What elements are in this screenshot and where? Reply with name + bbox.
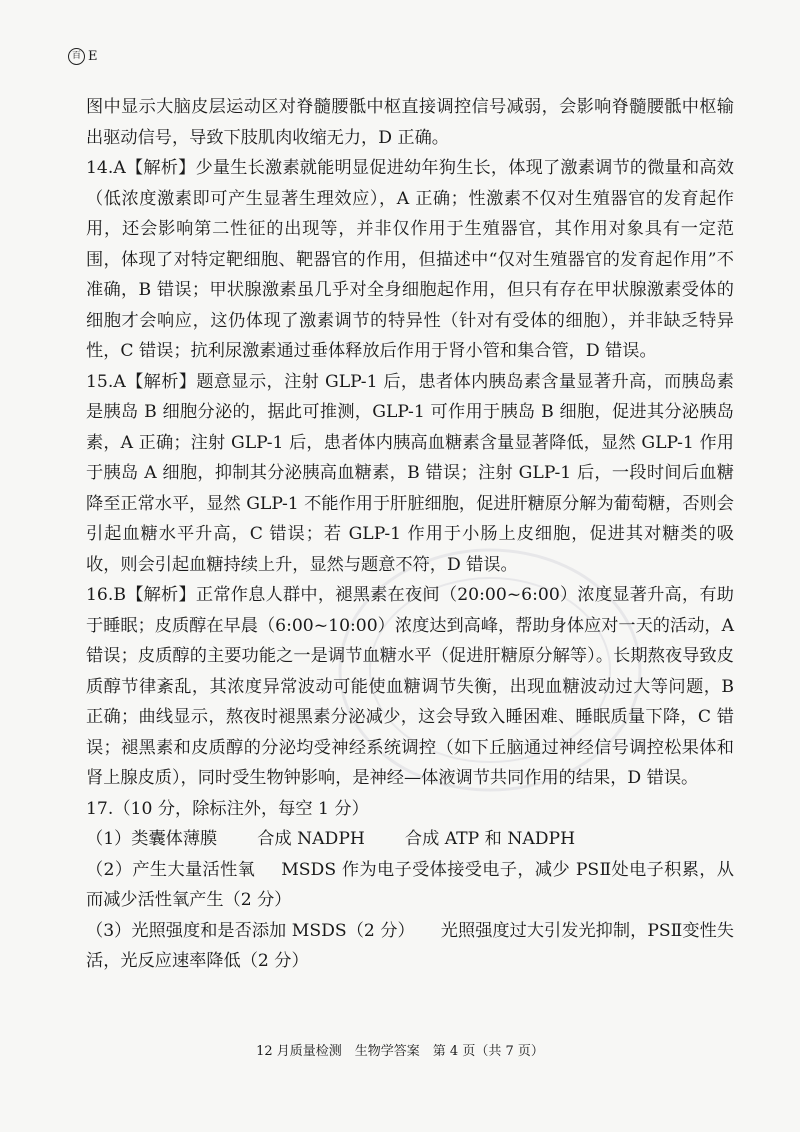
answer-2 [86,855,734,916]
corner-mark [68,48,98,65]
answer-1-b: 合成 NADPH [257,829,365,849]
answer-1-c: 合成 ATP 和 NADPH [404,829,576,849]
paragraph-continuation: 图中显示大脑皮层运动区对脊髓腰骶中枢直接调控信号减弱，会影响脊髓腰骶中枢输出驱动信号，导致下肢肌肉收缩无力，D 正确。 [86,97,734,148]
paragraph-q14: 14.A【解析】少量生长激素就能明显促进幼年狗生长，体现了激素调节的微量和高效（低浓度激素即可产生显著生理效应），A 正确；性激素不仅对生殖器官的发育起作用，还会影响第二性征的出现等，并非仅作用于生殖器官，其作用对象具有一定范围，体现了对特定靶细胞、靶器官的作用，但描述中“仅对生殖器官的发育起作用”不准确，B 错误；甲状腺激素虽几乎对全身细胞起作用，但只有存在甲状腺激素受体的细胞才会响应，这仍体现了激素调节的特异性（针对有受体的细胞），并非缺乏特异性，C 错误；抗利尿激素通过垂体释放后作用于肾小管和集合管，D 错误。 [86,158,734,361]
answer-1-label: （1）类囊体薄膜 [86,829,218,849]
answer-2-label: （2）产生大量活性氧 [86,859,256,880]
answer-2-b: MSDS 作为电子受体接受电子，减少 PSⅡ处电子积累，从而减少活性氧产生（2 分） [86,859,734,910]
answer-3-b: 光照强度过大引发光抑制，PSⅡ变性失活，光反应速率降低（2 分） [86,920,734,971]
answer-1 [86,824,734,855]
paragraph-q16: 16.B【解析】正常作息人群中，褪黑素在夜间（20:00~6:00）浓度显著升高，有助于睡眠；皮质醇在早晨（6:00~10:00）浓度达到高峰，帮助身体应对一天的活动，A 错误；皮质醇的主要功能之一是调节血糖水平（促进肝糖原分解等）。长期熬夜导致皮质醇节律紊乱，其浓度异常波动可能使血糖调节失衡，出现血糖波动过大等问题，B 正确；曲线显示，熬夜时褪黑素分泌减少，这会导致入睡困难、睡眠质量下降，C 错误；褪黑素和皮质醇的分泌均受神经系统调控（如下丘脑通过神经信号调控松果体和肾上腺皮质），同时受生物钟影响，是神经—体液调节共同作用的结果，D 错误。 [86,585,734,788]
document-body [86,92,734,977]
paragraph-q17-header: 17.（10 分，除标注外，每空 1 分） [86,798,369,819]
corner-letter: E [88,49,98,64]
answer-3 [86,916,734,977]
answer-3-label: （3）光照强度和是否添加 MSDS（2 分） [86,920,415,941]
paragraph-q15: 15.A【解析】题意显示，注射 GLP-1 后，患者体内胰岛素含量显著升高，而胰岛素是胰岛 B 细胞分泌的，据此可推测，GLP-1 可作用于胰岛 B 细胞，促进其分泌胰岛素，A 正确；注射 GLP-1 后，患者体内胰高血糖素含量显著降低，显然 GLP-1 作用于胰岛 A 细胞，抑制其分泌胰高血糖素，B 错误；注射 GLP-1 后，一段时间后血糖降至正常水平，显然 GLP-1 不能作用于肝脏细胞，促进肝糖原分解为葡萄糖，否则会引起血糖水平升高，C 错误；若 GLP-1 作用于小肠上皮细胞，促进其对糖类的吸收，则会引起血糖持续上升，显然与题意不符，D 错误。 [86,371,734,575]
circled-char-badge: 百 [68,48,85,65]
page-footer: 12 月质量检测 生物学答案 第 4 页（共 7 页） [256,1044,544,1059]
